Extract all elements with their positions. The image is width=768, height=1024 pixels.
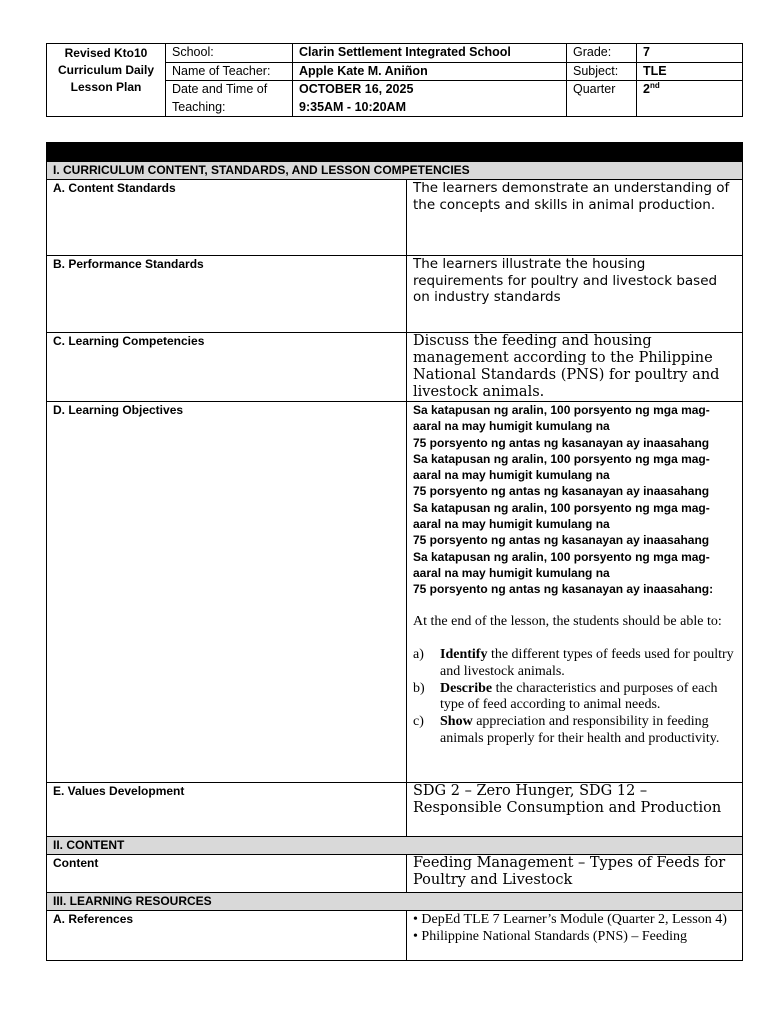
references-list (407, 911, 743, 961)
values-label: E. Values Development (47, 783, 407, 837)
teacher-label: Name of Teacher: (166, 62, 293, 81)
subject-label: Subject: (567, 62, 637, 81)
datetime-value (293, 81, 567, 117)
content-value: Feeding Management – Types of Feeds for Poultry and Livestock (407, 855, 743, 893)
grade-label: Grade: (567, 44, 637, 63)
objective-item: a) Identify the different types of feeds used for poultry and livestock animals. (413, 647, 734, 679)
subject-value: TLE (637, 62, 743, 81)
references-label: A. References (47, 911, 407, 961)
objective-item: b) Describe the characteristics and purposes of each type of feed according to animal needs. (413, 680, 718, 713)
performance-standards-label: B. Performance Standards (47, 256, 407, 333)
section-3-title: III. LEARNING RESOURCES (47, 893, 743, 911)
reference-item: • Philippine National Standards (PNS) – Feeding (413, 929, 687, 944)
competencies-value: Discuss the feeding and housing management according to the Philippine National Standards (PNS) for poultry and livestock animals. (407, 333, 743, 402)
quarter-value: 2nd (637, 81, 743, 117)
section-2-title: II. CONTENT (47, 837, 743, 855)
objectives-value (407, 402, 743, 783)
date-value: OCTOBER 16, 2025 (299, 82, 414, 96)
header-table (46, 43, 743, 117)
time-value: 9:35AM - 10:20AM (299, 99, 406, 114)
section-1-title: I. CURRICULUM CONTENT, STANDARDS, AND LESSON COMPETENCIES (47, 162, 743, 180)
content-standards-label: A. Content Standards (47, 180, 407, 256)
values-value: SDG 2 – Zero Hunger, SDG 12 – Responsible Consumption and Production (407, 783, 743, 837)
grade-value: 7 (637, 44, 743, 63)
lesson-plan-table (46, 142, 743, 961)
performance-standards-value: The learners illustrate the housing requirements for poultry and livestock based on industry standards (407, 256, 743, 333)
reference-item: • DepEd TLE 7 Learner’s Module (Quarter 2, Lesson 4) (413, 912, 727, 927)
plan-title: Revised Kto10 Curriculum Daily Lesson Plan (47, 44, 166, 117)
objectives-filipino: Sa katapusan ng aralin, 100 porsyento ng mga mag-aaral na may humigit kumulang na 75 porsyento ng antas ng kasanayan ay inaasahang Sa katapusan ng aralin, 100 porsyento ng mga mag-aaral na may humigit kumulang na 75 porsyento ng antas ng kasanayan ay inaasahang Sa katapusan ng aralin, 100 porsyento ng mga mag-aaral na may humigit kumulang na 75 porsyento ng antas ng kasanayan ay inaasahang Sa katapusan ng aralin, 100 porsyento ng mga mag-aaral na may humigit kumulang na 75 porsyento ng antas ng kasanayan ay inaasahang: (413, 403, 714, 597)
competencies-label: C. Learning Competencies (47, 333, 407, 402)
school-value: Clarin Settlement Integrated School (293, 44, 567, 63)
content-standards-value: The learners demonstrate an understanding of the concepts and skills in animal production. (407, 180, 743, 256)
objectives-intro: At the end of the lesson, the students should be able to: (413, 613, 722, 629)
black-header-bar (47, 143, 743, 162)
teacher-value: Apple Kate M. Aniñon (293, 62, 567, 81)
objective-item: c) Show appreciation and responsibility in feeding animals properly for their health and productivity. (413, 714, 720, 746)
objectives-english (413, 614, 736, 748)
objectives-label: D. Learning Objectives (47, 402, 407, 783)
content-label: Content (47, 855, 407, 893)
quarter-label: Quarter (567, 81, 637, 117)
objectives-list (413, 647, 736, 747)
school-label: School: (166, 44, 293, 63)
datetime-label: Date and Time of Teaching: (166, 81, 293, 117)
